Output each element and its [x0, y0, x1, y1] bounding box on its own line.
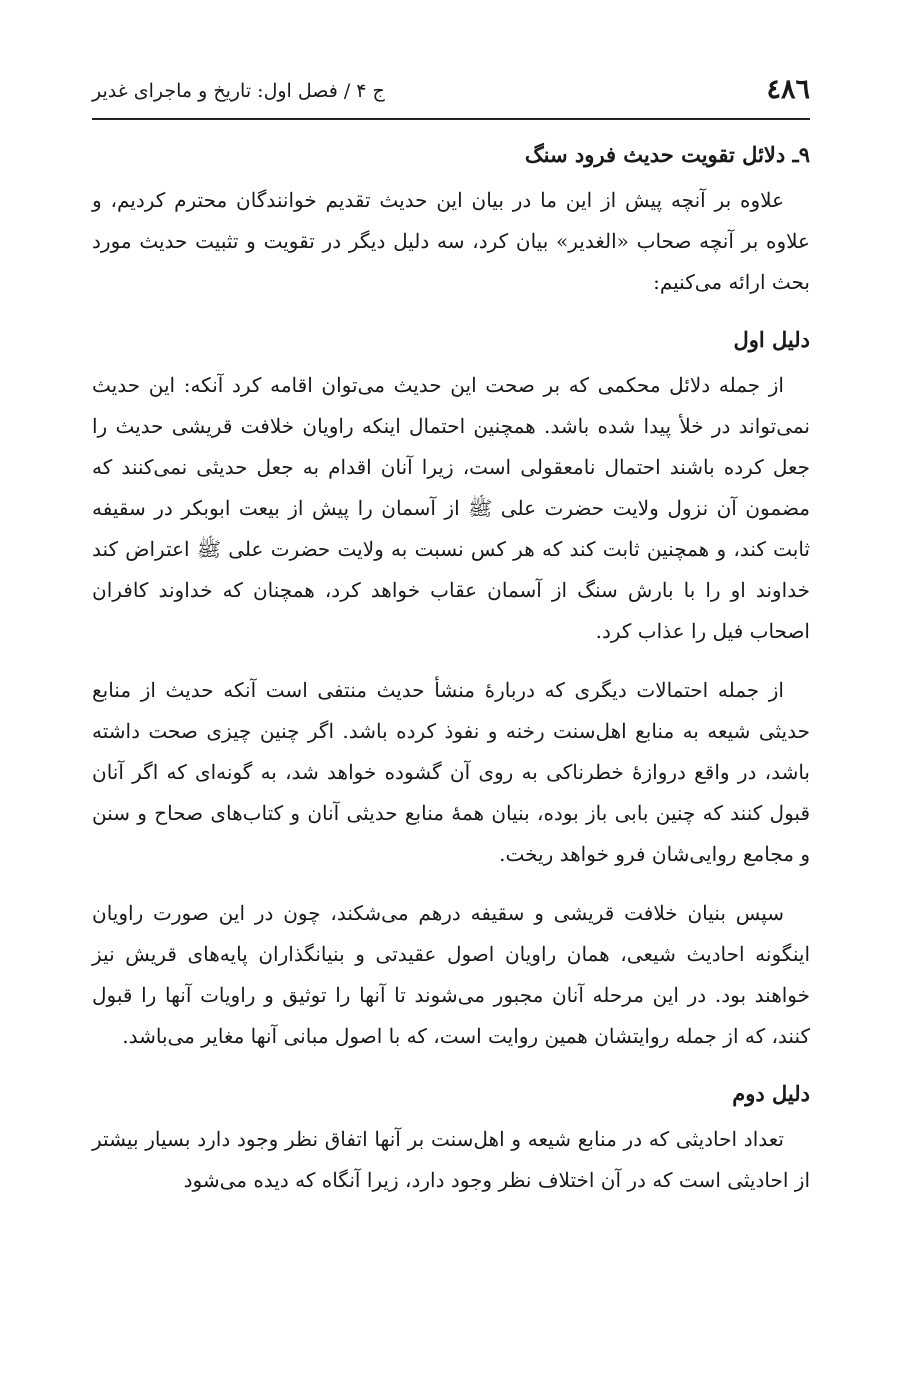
proof2-title: دلیل دوم [732, 1081, 810, 1106]
proof1-paragraph-2: از جمله احتمالات دیگری که دربارهٔ منشأ حدیث منتفی است آنکه حدیث از منابع حدیثی شیعه به منابع اهل‌سنت رخنه و نفوذ کرده باشد. اگر چنین چیزی صحت داشته باشد، در واقع دروازهٔ خطرناکی به روی آن گشوده خواهد شد، به گونه‌ای که اگر آنان قبول کنند که چنین بابی باز بوده، بنیان همهٔ منابع حدیثی آنان و کتاب‌های صحاح و سنن و مجامع روایی‌شان فرو خواهد ریخت. [92, 678, 810, 866]
proof1-paragraph-3: سپس بنیان خلافت قریشی و سقیفه درهم می‌شکند، چون در این صورت راویان اینگونه احادیث شیعی، همان راویان اصول عقیدتی و بنیانگذاران پایه‌های قریش نیز خواهند بود. در این مرحله آنان مجبور می‌شوند تا آنها را توثیق و راویات آنها را قبول کنند، که از جمله روایتشان همین روایت است، که با اصول مبانی آنها مغایر می‌باشد. [92, 901, 810, 1048]
proof1-title: دلیل اول [733, 327, 810, 352]
page-content [92, 140, 810, 1215]
section-title: ۹ـ دلائل تقویت حدیث فرود سنگ [524, 142, 810, 167]
page-number: ٤٨٦ [766, 74, 810, 105]
proof1-paragraph-1: از جمله دلائل محکمی که بر صحت این حدیث می‌توان اقامه کرد آنکه: این حدیث نمی‌تواند در خلأ پیدا شده باشد. همچنین احتمال اینکه راویان خلافت قریشی حدیث را جعل کرده باشند احتمال نامعقولی است، زیرا آنان اقدام به جعل حدیثی نمی‌کنند که مضمون آن نزول ولایت حضرت علی ﷺ از آسمان را پیش از بیعت ابوبکر در سقیفه ثابت کند، و همچنین ثابت کند که هر کس نسبت به ولایت حضرت علی ﷺ اعتراض کند خداوند او را با بارش سنگ از آسمان عقاب خواهد کرد، همچنان که خداوند کافران اصحاب فیل را عذاب کرد. [92, 373, 810, 643]
book-page [92, 0, 810, 1390]
proof2-paragraph-1: تعداد احادیثی که در منابع شیعه و اهل‌سنت بر آنها اتفاق نظر وجود دارد بسیار بیشتر از احادیثی است که در آن اختلاف نظر وجود دارد، زیرا آنگاه که دیده می‌شود [92, 1127, 810, 1192]
page-header [92, 62, 810, 120]
intro-paragraph: علاوه بر آنچه پیش از این ما در بیان این حدیث تقدیم خوانندگان محترم کردیم، و علاوه بر آنچه صحاب «الغدیر» بیان کرد، سه دلیل دیگر در تقویت و تثبیت حدیث مورد بحث ارائه می‌کنیم: [92, 188, 810, 294]
running-head: ج ۴ / فصل اول: تاریخ و ماجرای غدیر [92, 80, 385, 102]
